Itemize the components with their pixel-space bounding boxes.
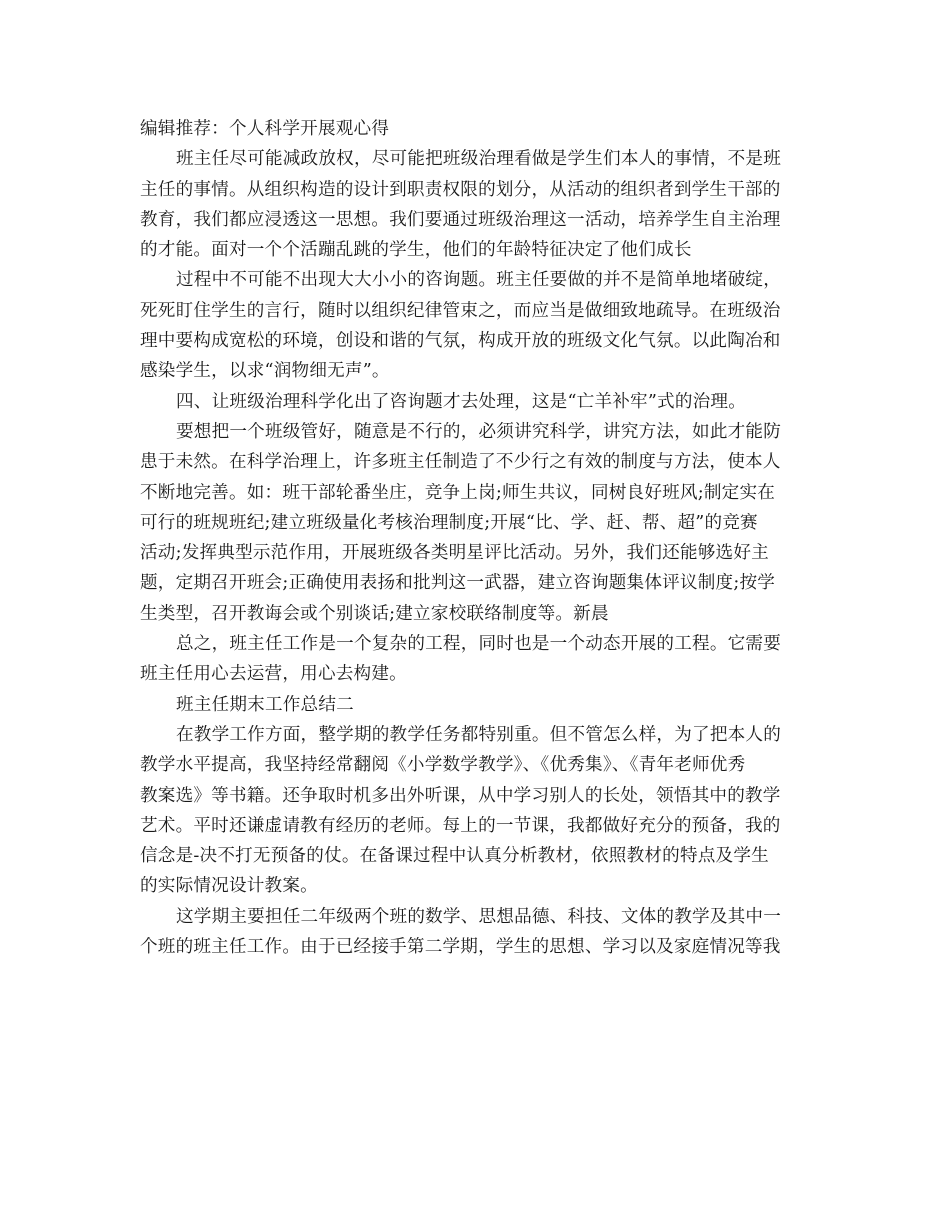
text-line: 题，定期召开班会;正确使用表扬和批判这一武器，建立咨询题集体评议制度;按学 bbox=[140, 573, 776, 594]
text-line: 患于未然。在科学治理上，许多班主任制造了不少行之有效的制度与方法，使本人 bbox=[140, 452, 781, 473]
text-line: 生类型，召开教诲会或个别谈话;建立家校联络制度等。新晨 bbox=[140, 603, 609, 624]
text-line: 的实际情况设计教案。 bbox=[140, 876, 318, 897]
text-line: 总之，班主任工作是一个复杂的工程，同时也是一个动态开展的工程。它需要 bbox=[176, 634, 781, 655]
document-body bbox=[140, 114, 812, 962]
editor-recommendation-line: 编辑推荐：个人科学开展观心得 bbox=[140, 119, 390, 139]
text-line: 班主任期末工作总结二 bbox=[176, 694, 354, 715]
text-line: 信念是-决不打无预备的仗。在备课过程中认真分析教材，依照教材的特点及学生 bbox=[140, 846, 769, 867]
text-line: 教学水平提高，我坚持经常翻阅《小学数学教学》、《优秀集》、《青年老师优秀 bbox=[140, 755, 746, 776]
text-line: 活动;发挥典型示范作用，开展班级各类明星评比活动。另外，我们还能够选好主 bbox=[140, 543, 769, 564]
text-line: 教案选》等书籍。还争取时机多出外听课，从中学习别人的长处，领悟其中的教学 bbox=[140, 785, 781, 806]
text-line: 不断地完善。如：班干部轮番坐庄，竞争上岗;师生共议，同树良好班风;制定实在 bbox=[140, 482, 776, 503]
text-line: 过程中不可能不出现大大小小的咨询题。班主任要做的并不是简单地堵破绽， bbox=[176, 270, 781, 291]
text-line: 死死盯住学生的言行，随时以组织纪律管束之，而应当是做细致地疏导。在班级治 bbox=[140, 300, 781, 321]
text-line: 理中要构成宽松的环境，创设和谐的气氛，构成开放的班级文化气氛。以此陶冶和 bbox=[140, 331, 781, 352]
text-line: 四、让班级治理科学化出了咨询题才去处理，这是“亡羊补牢”式的治理。 bbox=[176, 391, 746, 412]
text-line: 感染学生，以求“润物细无声”。 bbox=[140, 361, 390, 382]
text-line: 在教学工作方面，整学期的教学任务都特别重。但不管怎么样，为了把本人的 bbox=[176, 724, 781, 745]
text-line: 要想把一个班级管好，随意是不行的，必须讲究科学，讲究方法，如此才能防 bbox=[176, 421, 781, 442]
text-line: 主任的事情。从组织构造的设计到职责权限的划分，从活动的组织者到学生干部的 bbox=[140, 179, 781, 200]
text-line: 这学期主要担任二年级两个班的数学、思想品德、科技、文体的教学及其中一 bbox=[176, 906, 781, 927]
text-line: 个班的班主任工作。由于已经接手第二学期，学生的思想、学习以及家庭情况等我 bbox=[140, 937, 781, 958]
text-line: 艺术。平时还谦虚请教有经历的老师。每上的一节课，我都做好充分的预备，我的 bbox=[140, 815, 781, 836]
text-line: 班主任尽可能减政放权，尽可能把班级治理看做是学生们本人的事情，不是班 bbox=[176, 149, 781, 170]
text-line: 可行的班规班纪;建立班级量化考核治理制度;开展“比、学、赶、帮、超”的竞赛 bbox=[140, 512, 758, 533]
text-line: 教育，我们都应浸透这一思想。我们要通过班级治理这一活动，培养学生自主治理 bbox=[140, 209, 781, 230]
text-line: 班主任用心去运营，用心去构建。 bbox=[140, 664, 407, 685]
text-line: 的才能。面对一个个活蹦乱跳的学生，他们的年龄特征决定了他们成长 bbox=[140, 240, 692, 261]
